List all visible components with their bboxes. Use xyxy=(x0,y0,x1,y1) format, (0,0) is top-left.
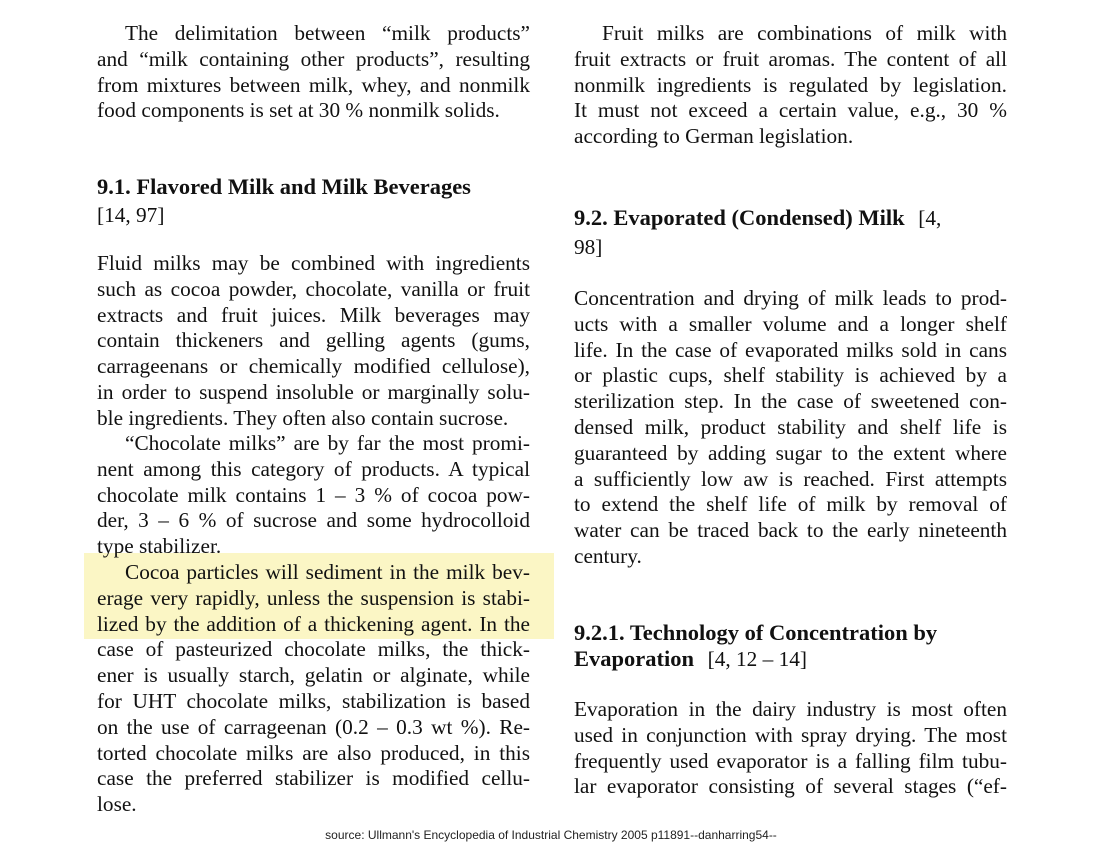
text-line: according to German legislation. xyxy=(574,124,854,149)
text-line: a sufficiently low aw is reached. First attempts xyxy=(574,466,1007,491)
intro-paragraph xyxy=(97,21,530,124)
text-line: used in conjunction with spray drying. The most xyxy=(574,722,1007,747)
text-line: from mixtures between milk, whey, and nonmilk xyxy=(97,72,530,97)
refs-text: [14, 97] xyxy=(97,203,165,227)
text-line: water can be traced back to the early nineteenth xyxy=(574,518,1007,543)
text-line: century. xyxy=(574,543,642,568)
text-line: nent among this category of products. A typical xyxy=(97,456,530,481)
heading-text: 9.1. Flavored Milk and Milk Beverages xyxy=(97,174,471,199)
heading-text-line2 xyxy=(574,646,1007,672)
text-line: for UHT chocolate milks, stabilization is based xyxy=(97,688,530,713)
section-refs xyxy=(574,235,602,261)
refs-text: [4, 12 – 14] xyxy=(707,647,808,671)
text-line: ener is usually starch, gelatin or alginate, while xyxy=(97,663,530,688)
text-line: on the use of carrageenan (0.2 – 0.3 wt %). Re- xyxy=(97,714,530,739)
text-line: contain thickeners and gelling agents (gums, xyxy=(97,328,530,353)
paragraph-fluid-milks xyxy=(97,251,530,432)
text-line: ble ingredients. They often also contain sucrose. xyxy=(97,405,509,430)
heading-text: 9.2. Evaporated (Condensed) Milk xyxy=(574,205,905,230)
text-line: extracts and fruit juices. Milk beverages may xyxy=(97,302,530,327)
text-line: sterilization step. In the case of sweetened con- xyxy=(574,389,1007,414)
text-line: lized by the addition of a thickening agent. In the xyxy=(97,611,530,636)
text-line: to extend the shelf life of milk by removal of xyxy=(574,492,1007,517)
text-line: erage very rapidly, unless the suspension is stabi- xyxy=(97,585,530,610)
text-line: der, 3 – 6 % of sucrose and some hydrocolloid xyxy=(97,508,530,533)
text-line: food components is set at 30 % nonmilk solids. xyxy=(97,98,500,123)
text-line: type stabilizer. xyxy=(97,534,222,559)
paragraph-cocoa-particles xyxy=(97,560,530,818)
text-line: It must not exceed a certain value, e.g., 30 % xyxy=(574,98,1007,123)
section-heading-9-2-1 xyxy=(574,620,1007,672)
section-heading-9-1 xyxy=(97,174,530,200)
text-line: fruit extracts or fruit aromas. The content of all xyxy=(574,46,1007,71)
text-line: guaranteed by adding sugar to the extent where xyxy=(574,440,1007,465)
text-line: Fluid milks may be combined with ingredients xyxy=(97,251,530,275)
text-line: Cocoa particles will sediment in the milk bev- xyxy=(125,560,530,584)
paragraph-concentration xyxy=(574,286,1007,570)
paragraph-evaporation xyxy=(574,697,1007,800)
text-line: in order to suspend insoluble or marginally solu- xyxy=(97,379,530,404)
text-line: lose. xyxy=(97,792,137,817)
text-line: chocolate milk contains 1 – 3 % of cocoa pow- xyxy=(97,482,530,507)
section-refs xyxy=(97,203,164,229)
text-line: nonmilk ingredients is regulated by legislation. xyxy=(574,72,1007,97)
text-line: case of pasteurized chocolate milks, the thick- xyxy=(97,637,530,662)
text-line: Evaporation in the dairy industry is most often xyxy=(574,697,1007,721)
paragraph-chocolate-milks xyxy=(97,431,530,560)
heading-text: Evaporation xyxy=(574,646,695,671)
text-line: torted chocolate milks are also produced, in this xyxy=(97,740,530,765)
text-line: case the preferred stabilizer is modified cellu- xyxy=(97,766,530,791)
section-heading-9-2 xyxy=(574,205,1007,231)
text-line: The delimitation between “milk products” xyxy=(125,21,530,45)
text-line: frequently used evaporator is a falling film tubu- xyxy=(574,748,1007,773)
text-line: carrageenans or chemically modified cellulose), xyxy=(97,354,530,379)
text-line: lar evaporator consisting of several stages (“ef- xyxy=(574,774,1007,799)
source-caption: source: Ullmann's Encyclopedia of Industrial Chemistry 2005 p11891--danharring54-- xyxy=(325,828,777,842)
text-line: Concentration and drying of milk leads to prod- xyxy=(574,286,1007,310)
refs-text: [4, xyxy=(918,206,942,230)
text-line: “Chocolate milks” are by far the most promi- xyxy=(125,431,530,455)
text-line: life. In the case of evaporated milks sold in cans xyxy=(574,337,1007,362)
text-line: ucts with a smaller volume and a longer shelf xyxy=(574,311,1007,336)
text-line: Fruit milks are combinations of milk with xyxy=(602,21,1007,45)
text-line: and “milk containing other products”, resulting xyxy=(97,46,530,71)
text-line: or plastic cups, shelf stability is achieved by a xyxy=(574,363,1007,388)
refs-text: 98] xyxy=(574,235,603,259)
heading-text: 9.2.1. Technology of Concentration by xyxy=(574,620,938,645)
paragraph-fruit-milks xyxy=(574,21,1007,150)
text-line: such as cocoa powder, chocolate, vanilla or fruit xyxy=(97,276,530,301)
text-line: densed milk, product stability and shelf life is xyxy=(574,414,1007,439)
